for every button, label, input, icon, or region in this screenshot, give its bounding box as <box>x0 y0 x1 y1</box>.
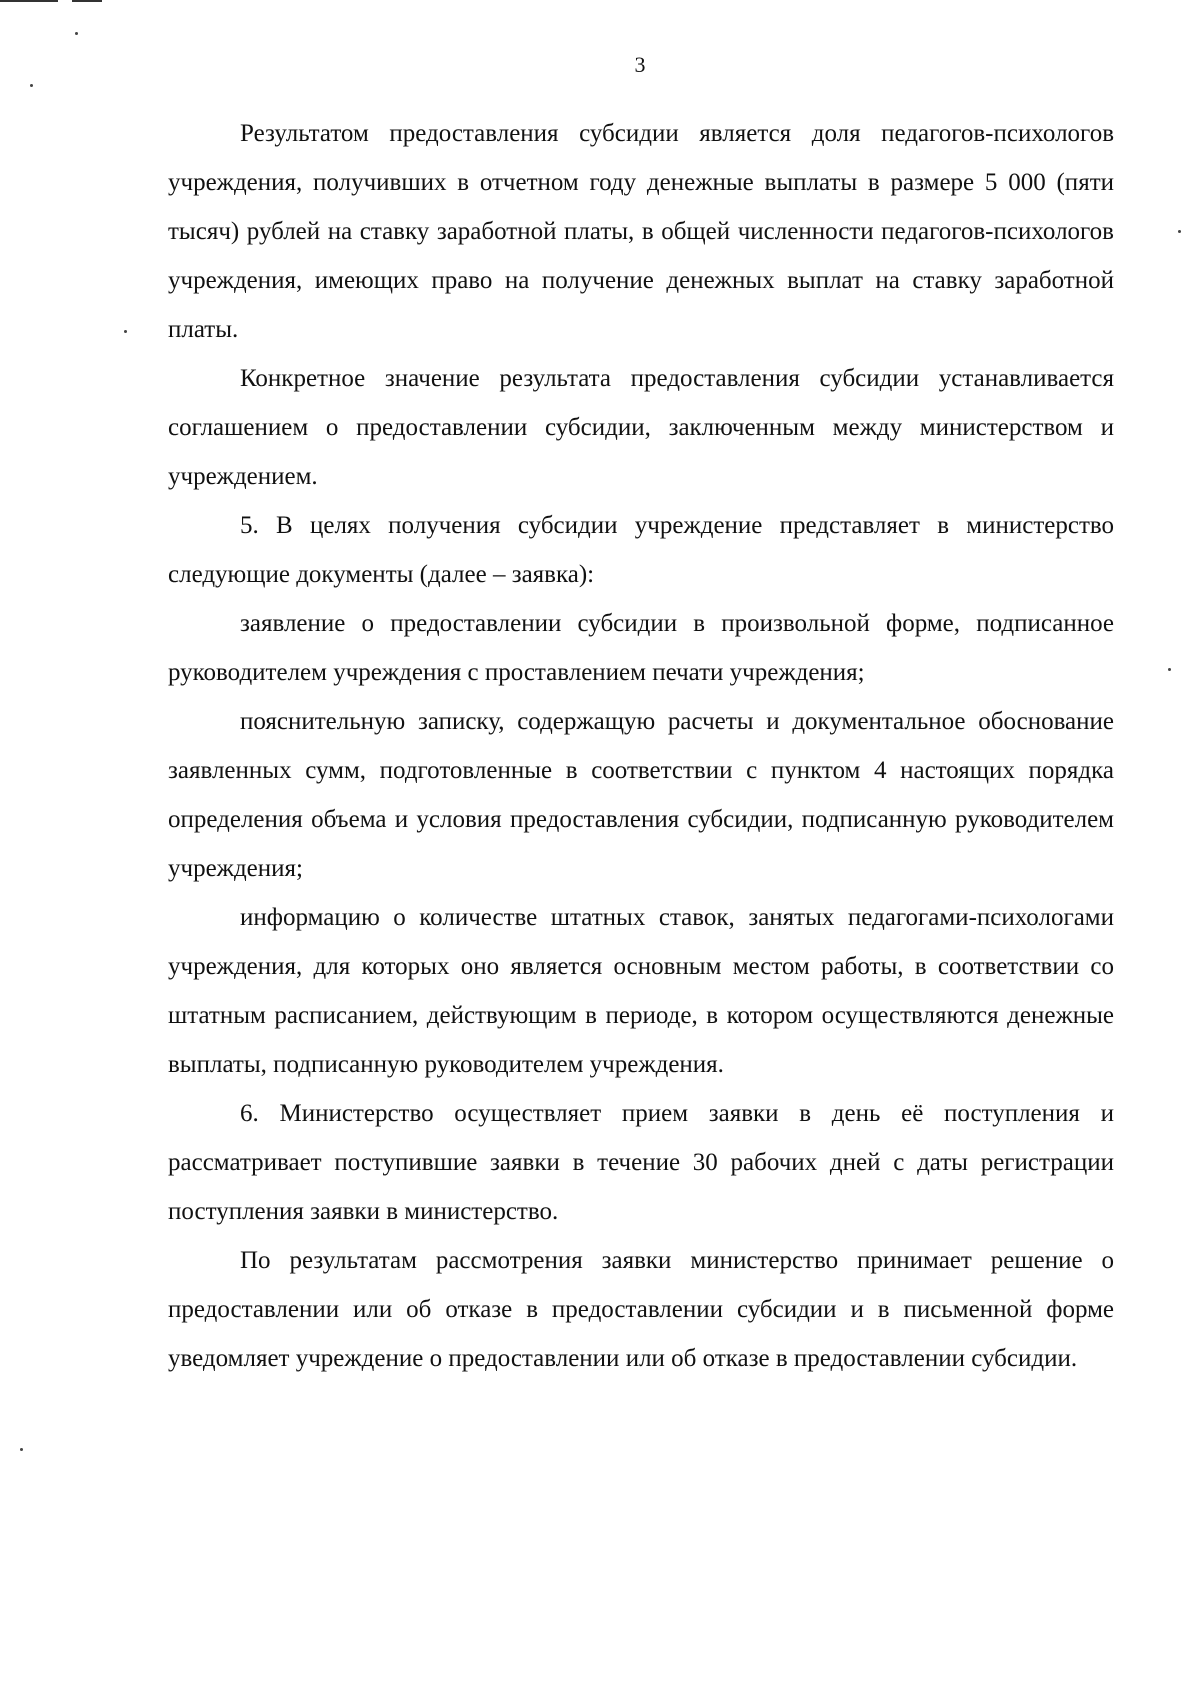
paragraph-staff-info: информацию о количестве штатных ставок, занятых педагогами-психологами учреждения, для которых оно является основным местом работы, в соответствии со штатным расписанием, действующим в периоде, в котором осуществляются денежные выплаты, подписанную руководителем учреждения. <box>168 904 1114 1078</box>
paragraph-item-6: 6. Министерство осуществляет прием заявки в день её поступления и рассматривает поступившие заявки в течение 30 рабочих дней с даты регистрации поступления заявки в министерство. <box>168 1100 1114 1225</box>
scan-speck <box>30 84 33 87</box>
scan-speck <box>1178 230 1181 233</box>
scan-edge-mark <box>72 0 102 2</box>
paragraph-item-5: 5. В целях получения субсидии учреждение представляет в министерство следующие документы (далее – заявка): <box>168 512 1114 588</box>
document-body <box>168 109 1114 1383</box>
paragraph-decision: По результатам рассмотрения заявки министерство принимает решение о предоставлении или об отказе в предоставлении субсидии и в письменной форме уведомляет учреждение о предоставлении или об отказе в предоставлении субсидии. <box>168 1247 1114 1372</box>
scan-edge-mark <box>0 0 58 2</box>
page-number: 3 <box>634 52 646 77</box>
scan-speck <box>75 32 78 35</box>
paragraph-result: Результатом предоставления субсидии является доля педагогов-психологов учреждения, получивших в отчетном году денежные выплаты в размере 5 000 (пяти тысяч) рублей на ставку заработной платы, в общей численности педагогов-психологов учреждения, имеющих право на получение денежных выплат на ставку заработной платы. <box>168 120 1114 343</box>
paragraph-explanatory-note: пояснительную записку, содержащую расчеты и документальное обоснование заявленных сумм, подготовленные в соответствии с пунктом 4 настоящих порядка определения объема и условия предоставления субсидии, подписанную руководителем учреждения; <box>168 708 1114 882</box>
scan-speck <box>124 330 127 333</box>
paragraph-result-value: Конкретное значение результата предоставления субсидии устанавливается соглашением о предоставлении субсидии, заключенным между министерством и учреждением. <box>168 365 1114 490</box>
scan-speck <box>1168 668 1171 671</box>
scan-speck <box>20 1448 23 1451</box>
paragraph-application: заявление о предоставлении субсидии в произвольной форме, подписанное руководителем учреждения с проставлением печати учреждения; <box>168 610 1114 686</box>
